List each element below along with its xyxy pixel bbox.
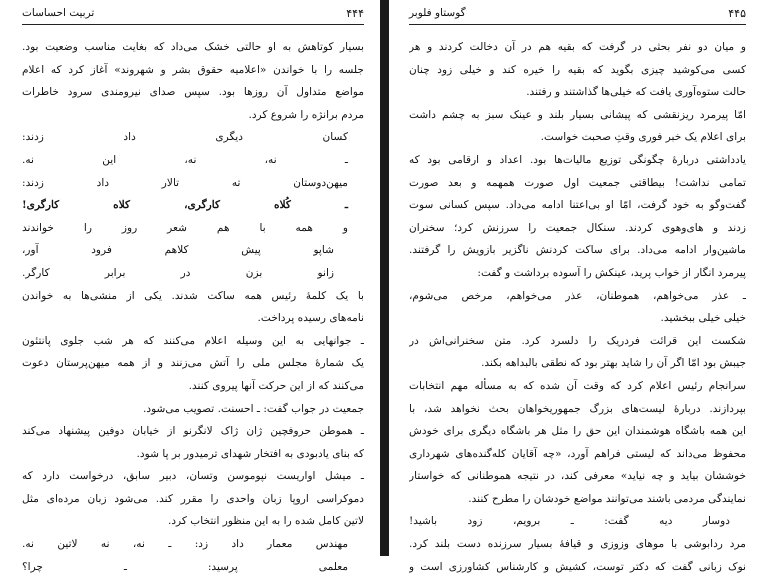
right-page <box>391 0 768 573</box>
text-line: جلسه را با خواندن «اعلامیه حقوق بشر و شهروند» آغاز کرد که اعلام <box>22 63 364 76</box>
text-line: لاتین کامل شده را به این منظور انتخاب کرد. <box>167 515 364 528</box>
text-line: ـ میشل اواریست نپوموسن وتسان، دبیر سابق، درخواست دارد که <box>22 470 364 483</box>
text-line: زانو بزن در برابر کارگر. <box>22 266 334 279</box>
text-line: مهندس معمار داد زد: ـ نه، نه لاتین نه. <box>22 538 348 551</box>
left-page-header <box>22 2 364 25</box>
text-line: معلمی پرسید: ـ چرا؟ <box>22 560 348 573</box>
text-line: برای اعلام یک خبر فوری وقتِ صحبت خواست. <box>540 131 746 144</box>
text-line: میهن‌دوستان ته تالار داد زدند: <box>22 176 348 189</box>
running-title: گوستاو فلوبر <box>409 7 466 19</box>
text-line: شکست این قرائت فردریک را دلسرد کرد. متن سخنرانی‌اش در <box>409 334 746 347</box>
text-line: ـ نه، نه، این نه. <box>22 153 348 166</box>
text-line: مرد ردابوشی با موهای وزوزی و قیافهٔ بسیار سرزنده دست بلند کرد. <box>409 538 746 551</box>
text-line: نمایندگی مردمی باشند می‌توانند مواضع خودشان را مطرح کنند. <box>468 492 746 505</box>
text-line: می‌کنند که از این حرکت آنها پیروی کنند. <box>188 379 364 392</box>
text-line: شاپو پیش کلاهم فرود آور، <box>22 244 334 257</box>
book-gutter <box>380 0 389 556</box>
right-page-text <box>409 36 746 578</box>
page-number: ۴۴۵ <box>728 6 746 20</box>
text-line: یک شمارهٔ مجلس ملی را آتش می‌زنند و از همه میهن‌پرستان دعوت <box>22 357 364 370</box>
text-line: نامه‌های رسیده پرداخت. <box>257 312 364 325</box>
text-line: با یک کلمهٔ رئیس همه ساکت شدند. یکی از منشی‌ها به خواندن <box>22 289 364 302</box>
text-line: امّا پیرمرد ریزنقشی که پیشانی بسیار بلند و عینک سبز به چشم داشت <box>409 108 746 121</box>
text-line: مواضع متداول آن روزها بود. سپس صدای نیرومندی سرود خاطرات <box>22 86 364 99</box>
text-line: ـ هموطن حروفچین ژان ژاک لانگرنو از خیابان دوفین پیشنهاد می‌کند <box>22 425 364 438</box>
text-line: ـ کُلاه کارگری، کلاه کارگری! <box>22 199 348 212</box>
text-line: دوسار دیه گفت: ـ برویم، زود باشید! <box>409 515 730 528</box>
left-page <box>0 0 378 573</box>
left-page-text <box>22 36 364 578</box>
text-line: کسان دیگری داد زدند: <box>22 131 348 144</box>
text-line: این همه باشگاه هوشمندان این حق را مثل هر باشگاه دیگری برای خودش <box>409 425 746 438</box>
text-line: خوششان بیاید و چه نیاید» معرفی کند، در نتیجه هموطنانی که خواستار <box>409 470 746 483</box>
text-line: دموکراسی اروپا زبان واحدی را مقرر کند. می‌شود زبان مرده‌ای مثل <box>22 492 364 505</box>
text-line: و همه با هم شعر روز را خواندند <box>22 221 348 234</box>
page-number: ۴۴۴ <box>346 6 364 20</box>
right-page-header <box>409 2 746 25</box>
text-line: پیرمرد انگار از خواب پرید، عینکش را آسوده برداشت و گفت: <box>477 266 746 279</box>
text-line: جمعیت در جواب گفت: ـ احسنت. تصویب می‌شود. <box>142 402 364 415</box>
text-line: محفوظ می‌داند که لیستی فراهم آورد، «چه آقایان کله‌گنده‌های شهرداری <box>409 447 746 460</box>
text-line: تمامی نداشت! بیطاقتی جمعیت اول صورت همهمه و بعد صورت <box>409 176 746 189</box>
text-line: ـ جوانهایی به این وسیله اعلام می‌کنند که هر شب جلوی پانتئون <box>22 334 364 347</box>
text-line: سرانجام رئیس اعلام کرد که وقت آن شده که به مسأله مهم انتخابات <box>409 379 746 392</box>
text-line: کسی می‌کوشید چیزی بگوید که بقیه را خیره کند و خیلی زود چنان <box>409 63 746 76</box>
text-line: بسیار کوتاهش به او حالتی خشک می‌داد که بغایت مناسب وضعیت بود. <box>22 41 364 53</box>
text-line: که بنای یادبودی به افتخار شهدای ترمیدور بر پا شود. <box>136 447 364 460</box>
text-line: نوک زبانی گفت که دکتر توست، کشیش و کارشناس کشاورزی است و <box>409 560 746 573</box>
text-line: مردم برانژه را شروع کرد. <box>248 108 364 121</box>
text-line: بپردازند. دربارهٔ لیست‌های بزرگ جمهوریخواهان بحث نخواهد شد، با <box>409 402 746 415</box>
text-line: و میان دو نفر بحثی در گرفت که بقیه هم در آن دخالت کردند و هر <box>409 41 746 53</box>
text-line: گفت‌وگو به خود گرفت، امّا او بی‌اعتنا ادامه می‌داد. سپس کسانی سوت <box>409 199 746 212</box>
text-line: حالت ستوه‌آوری یافت که خیلی‌ها گذاشتند و رفتند. <box>526 86 746 99</box>
running-title: تربیت احساسات <box>22 7 95 19</box>
text-line: یادداشتی دربارهٔ چگونگی توزیع مالیات‌ها بود. اعداد و ارقامی بود که <box>409 153 746 166</box>
text-line: خیلی خیلی ببخشید. <box>660 312 746 325</box>
text-line: جیبش بود امّا اگر آن را شاید بهتر بود که نطقی بالبداهه بکند. <box>481 357 746 370</box>
text-line: زدند و های‌وهوی کردند. سنکال جمعیت را سرزنش کرد؛ سخنران <box>409 221 746 234</box>
text-line: ـ عذر می‌خواهم، هموطنان، عذر می‌خواهم، مرخص می‌شوم، <box>409 289 746 302</box>
text-line: ماشین‌وار ادامه می‌داد. برای ساکت کردنش ناگزیر بازویش را گرفتند. <box>409 244 746 257</box>
